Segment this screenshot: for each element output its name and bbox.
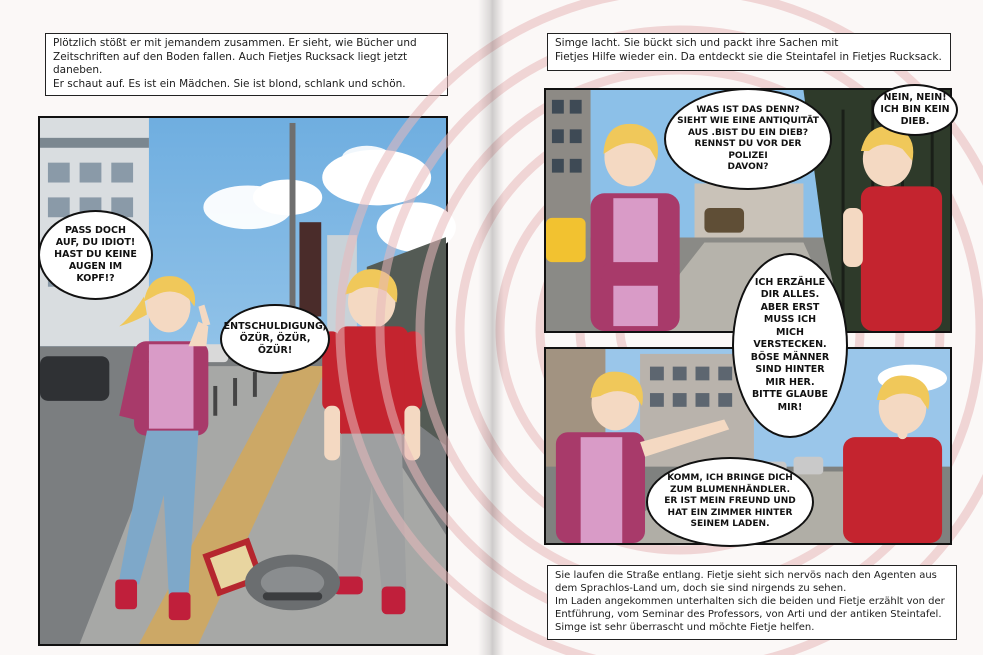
speech-bubble-girl: [664, 88, 832, 190]
caption-line: Plötzlich stößt er mit jemandem zusammen. Er sieht, wie Bücher und: [53, 37, 417, 49]
bubble-line: RENNST DU VOR DER POLIZEI: [694, 139, 802, 161]
caption-line: Simge lacht. Sie bückt sich und packt ihre Sachen mit: [555, 37, 839, 49]
bubble-line: DAVON?: [727, 162, 769, 172]
bubble-text: [751, 277, 829, 415]
bubble-line: ICH BIN KEIN: [880, 104, 950, 115]
bubble-line: KOMM, ICH BRINGE DICH: [667, 473, 793, 484]
right-caption-top: [547, 33, 951, 71]
speech-bubble-boy: [220, 304, 330, 374]
bubble-line: BÖSE MÄNNER: [750, 351, 830, 363]
caption-line: Im Laden angekommen unterhalten sich die beiden und Fietje erzählt von der: [555, 596, 945, 607]
bubble-line: SIND HINTER: [755, 364, 825, 376]
right-caption-bottom: [547, 565, 957, 640]
bubble-line: MIR!: [777, 401, 803, 413]
bubble-text: [224, 321, 327, 357]
right-page: [490, 0, 983, 655]
bubble-line: SIEHT WIE EINE ANTIQUITÄT: [677, 116, 819, 126]
bubble-line: ICH ERZÄHLE: [754, 276, 826, 288]
bubble-line: VERSTECKEN.: [753, 339, 827, 351]
bubble-line: HAT EIN ZIMMER HINTER: [667, 507, 793, 518]
bubble-line: HAST DU KEINE: [54, 249, 137, 260]
caption-line: Er schaut auf. Es ist ein Mädchen. Sie ist blond, schlank und schön.: [53, 77, 406, 90]
bubble-line: WAS IST DAS DENN?: [696, 104, 800, 115]
bubble-line: MIR HER.: [765, 376, 815, 388]
bubble-line: AUGEN IM: [68, 261, 123, 272]
caption-line: dem Sprachlos-Land um, doch sie sind nirgends zu sehen.: [555, 583, 847, 594]
speech-bubble-girl: [38, 210, 153, 300]
bubble-line: BITTE GLAUBE: [751, 389, 829, 401]
bubble-line: ÖZÜR!: [257, 345, 293, 356]
left-caption: [45, 33, 448, 96]
bubble-text: [676, 105, 820, 174]
caption-line: Simge ist sehr überrascht und möchte Fietje helfen.: [555, 622, 815, 633]
caption-line: Fietjes Hilfe wieder ein. Da entdeckt sie die Steintafel in Fietjes Rucksack.: [555, 50, 942, 63]
caption-line: daneben.: [53, 64, 103, 76]
book-gutter: [478, 0, 504, 655]
bubble-line: KOPF!?: [76, 273, 115, 284]
speech-bubble-boy: [732, 253, 848, 438]
bubble-line: NEIN, NEIN!: [883, 92, 947, 103]
bubble-line: AUS .BIST DU EIN DIEB?: [687, 127, 809, 138]
bubble-line: DIR ALLES.: [760, 289, 820, 301]
bubble-line: ZUM BLUMENHÄNDLER.: [669, 484, 791, 495]
bubble-line: AUF, DU IDIOT!: [55, 237, 136, 248]
bubble-text: [54, 225, 137, 285]
bubble-line: ÖZÜR, ÖZÜR,: [239, 333, 311, 344]
bubble-line: ABER ERST: [760, 301, 820, 313]
bubble-line: MICH: [776, 326, 804, 338]
caption-line: Zeitschriften auf den Boden fallen. Auch Fietjes Rucksack liegt jetzt: [53, 50, 408, 63]
speech-bubble-girl: [646, 457, 814, 547]
bubble-line: ER IST MEIN FREUND UND: [664, 496, 796, 507]
caption-line: Entführung, vom Seminar des Professors, von Arti und der antiken Steintafel.: [555, 609, 942, 620]
bubble-text: [880, 92, 949, 128]
speech-bubble-boy: [872, 84, 958, 136]
right-bottom-panel: [544, 276, 952, 545]
caption-line: Sie laufen die Straße entlang. Fietje sieht sich nervös nach den Agenten aus: [555, 570, 937, 581]
bubble-line: DIEB.: [900, 116, 930, 127]
bubble-text: [664, 473, 795, 531]
bubble-line: ENTSCHULDIGUNG,: [223, 321, 327, 332]
bubble-line: SEINEM LADEN.: [690, 519, 770, 530]
bubble-line: MUSS ICH: [763, 314, 817, 326]
bubble-line: PASS DOCH: [65, 225, 126, 236]
